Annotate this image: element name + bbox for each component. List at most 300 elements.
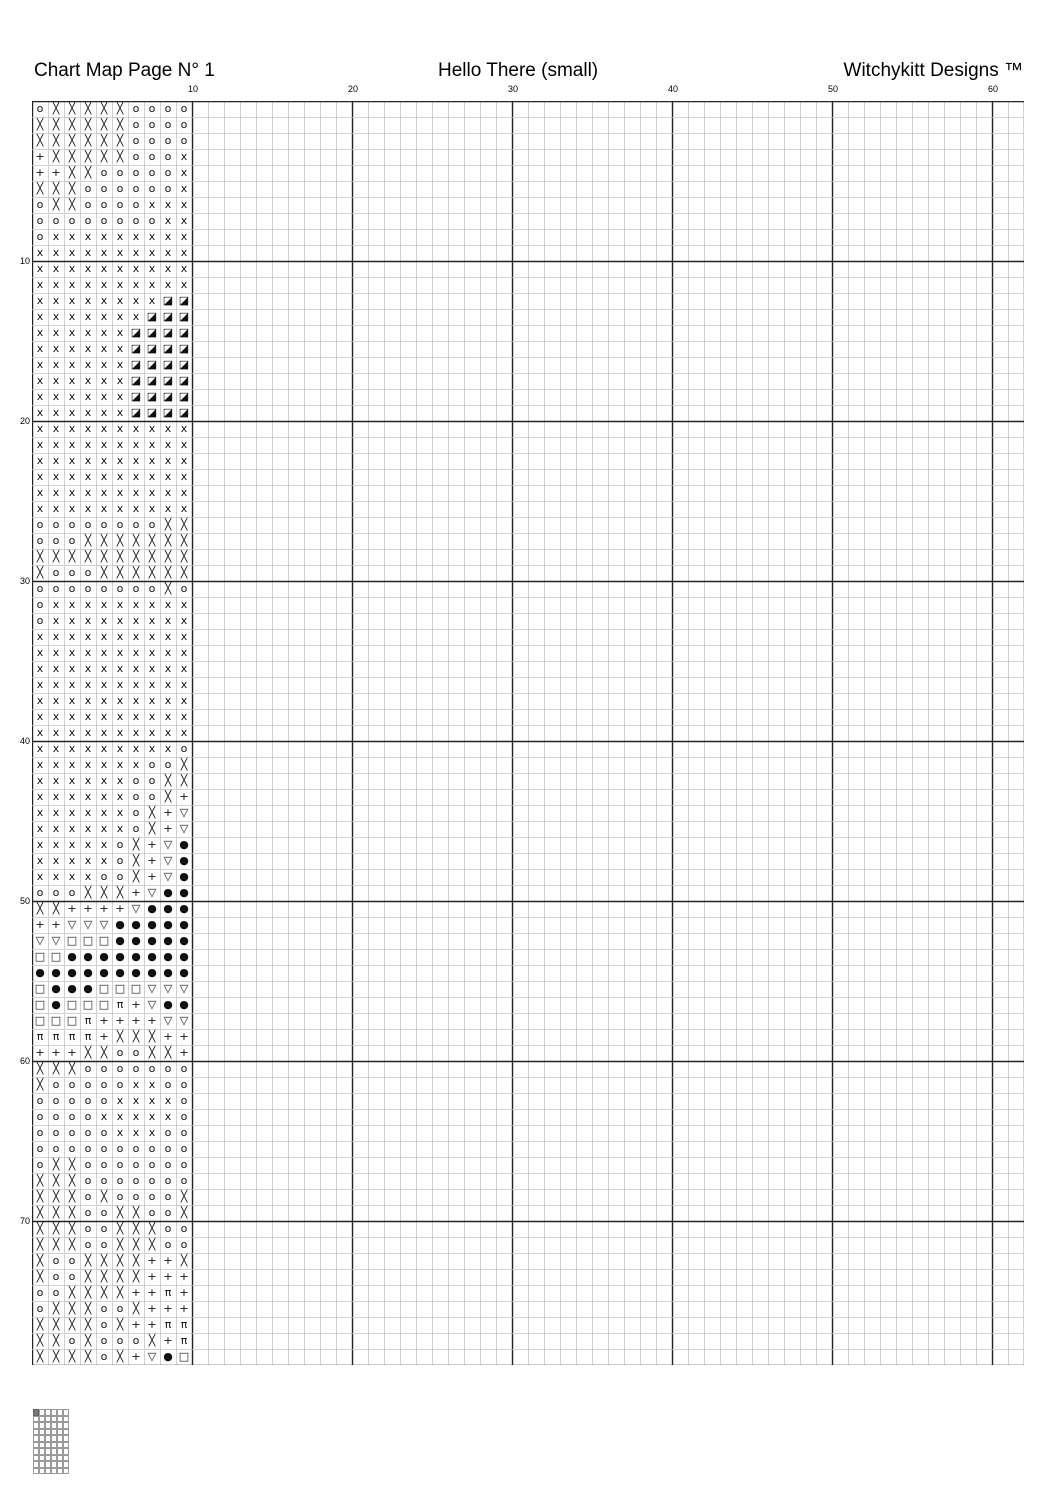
stitch-symbol: x <box>164 262 172 275</box>
stitch-symbol: o <box>36 230 44 243</box>
stitch-symbol: ╳ <box>36 1270 44 1283</box>
stitch-symbol: x <box>148 1094 156 1107</box>
stitch-symbol: o <box>132 1142 140 1155</box>
stitch-symbol: ▽ <box>163 854 173 867</box>
stitch-symbol: o <box>100 1238 108 1251</box>
stitch-symbol: ╳ <box>84 1318 92 1331</box>
stitch-symbol: ▽ <box>163 838 173 851</box>
stitch-symbol: ● <box>83 982 93 995</box>
stitch-symbol: x <box>68 662 76 675</box>
stitch-symbol: x <box>180 694 188 707</box>
stitch-symbol: x <box>148 230 156 243</box>
stitch-symbol: o <box>148 1142 156 1155</box>
stitch-symbol: o <box>180 1126 188 1139</box>
stitch-symbol: o <box>52 1110 60 1123</box>
stitch-symbol: x <box>100 854 108 867</box>
stitch-symbol: ● <box>179 870 189 883</box>
stitch-symbol: + <box>147 854 157 867</box>
stitch-symbol: x <box>36 726 44 739</box>
stitch-symbol: ╳ <box>68 198 76 211</box>
stitch-symbol: o <box>36 1110 44 1123</box>
stitch-symbol: x <box>100 726 108 739</box>
stitch-symbol: x <box>132 662 140 675</box>
stitch-symbol: o <box>52 1142 60 1155</box>
stitch-symbol: ╳ <box>100 118 108 131</box>
stitch-symbol: x <box>116 1110 124 1123</box>
stitch-symbol: o <box>164 1238 172 1251</box>
stitch-symbol: ◪ <box>178 374 190 387</box>
stitch-symbol: o <box>116 198 124 211</box>
stitch-symbol: x <box>36 758 44 771</box>
stitch-symbol: x <box>68 438 76 451</box>
stitch-symbol: o <box>52 1286 60 1299</box>
stitch-symbol: x <box>100 294 108 307</box>
stitch-symbol: ╳ <box>84 1270 92 1283</box>
row-tick: 60 <box>19 1056 30 1066</box>
stitch-symbol: π <box>116 998 124 1011</box>
stitch-symbol: ▽ <box>163 982 173 995</box>
stitch-symbol: ╳ <box>148 1238 156 1251</box>
stitch-symbol: o <box>164 1222 172 1235</box>
stitch-symbol: ╳ <box>116 566 124 579</box>
stitch-symbol: x <box>84 230 92 243</box>
stitch-symbol: x <box>52 774 60 787</box>
stitch-symbol: + <box>163 1270 173 1283</box>
stitch-symbol: ╳ <box>68 1286 76 1299</box>
column-tick: 50 <box>827 84 839 94</box>
stitch-symbol: o <box>148 518 156 531</box>
stitch-symbol: ╳ <box>68 550 76 563</box>
stitch-symbol: ╳ <box>36 566 44 579</box>
stitch-symbol: x <box>148 1078 156 1091</box>
stitch-symbol: ● <box>179 950 189 963</box>
stitch-symbol: ▽ <box>163 1014 173 1027</box>
stitch-symbol: x <box>164 678 172 691</box>
stitch-symbol: x <box>36 454 44 467</box>
stitch-symbol: x <box>116 454 124 467</box>
stitch-symbol: o <box>116 838 124 851</box>
stitch-symbol: o <box>132 150 140 163</box>
stitch-symbol: ╳ <box>68 1206 76 1219</box>
stitch-symbol: π <box>52 1030 60 1043</box>
stitch-symbol: o <box>180 1158 188 1171</box>
stitch-symbol: x <box>36 710 44 723</box>
stitch-symbol: o <box>84 1078 92 1091</box>
stitch-symbol: ╳ <box>116 1238 124 1251</box>
stitch-symbol: o <box>116 1142 124 1155</box>
stitch-symbol: o <box>84 182 92 195</box>
stitch-symbol: ◪ <box>146 358 158 371</box>
stitch-symbol: ╳ <box>132 1030 140 1043</box>
stitch-symbol: o <box>68 1270 76 1283</box>
stitch-symbol: o <box>132 118 140 131</box>
stitch-symbol: o <box>36 1142 44 1155</box>
stitch-symbol: o <box>180 1094 188 1107</box>
stitch-symbol: x <box>180 246 188 259</box>
stitch-symbol: o <box>84 1062 92 1075</box>
stitch-symbol: o <box>148 1158 156 1171</box>
stitch-symbol: + <box>147 838 157 851</box>
stitch-symbol: + <box>83 902 93 915</box>
stitch-symbol: x <box>164 454 172 467</box>
stitch-symbol: □ <box>66 934 78 947</box>
stitch-symbol: o <box>148 582 156 595</box>
stitch-symbol: x <box>180 454 188 467</box>
stitch-symbol: x <box>148 502 156 515</box>
stitch-symbol: ╳ <box>84 534 92 547</box>
stitch-symbol: x <box>116 438 124 451</box>
stitch-symbol: x <box>116 774 124 787</box>
stitch-symbol: x <box>36 806 44 819</box>
stitch-symbol: o <box>148 182 156 195</box>
stitch-symbol: x <box>180 614 188 627</box>
stitch-symbol: ╳ <box>36 1062 44 1075</box>
stitch-symbol: ╳ <box>68 1062 76 1075</box>
stitch-symbol: o <box>148 1206 156 1219</box>
stitch-symbol: ╳ <box>100 134 108 147</box>
stitch-symbol: x <box>52 694 60 707</box>
stitch-symbol: π <box>180 1318 188 1331</box>
stitch-symbol: x <box>84 438 92 451</box>
stitch-symbol: o <box>180 134 188 147</box>
stitch-symbol: ╳ <box>116 886 124 899</box>
stitch-symbol: ▽ <box>35 934 45 947</box>
stitch-symbol: o <box>84 1222 92 1235</box>
stitch-symbol: ╳ <box>68 1238 76 1251</box>
stitch-symbol: π <box>180 1334 188 1347</box>
stitch-symbol: x <box>180 678 188 691</box>
stitch-symbol: ╳ <box>116 1270 124 1283</box>
stitch-symbol: o <box>116 582 124 595</box>
stitch-symbol: o <box>132 582 140 595</box>
stitch-symbol: x <box>148 1110 156 1123</box>
stitch-symbol: x <box>84 822 92 835</box>
stitch-symbol: o <box>132 1158 140 1171</box>
stitch-symbol: o <box>100 198 108 211</box>
stitch-symbol: x <box>36 854 44 867</box>
stitch-symbol: x <box>52 790 60 803</box>
stitch-symbol: o <box>132 518 140 531</box>
stitch-symbol: o <box>116 214 124 227</box>
stitch-symbol: o <box>132 102 140 115</box>
stitch-symbol: x <box>100 790 108 803</box>
stitch-symbol: ◪ <box>146 326 158 339</box>
stitch-symbol: o <box>164 166 172 179</box>
stitch-symbol: o <box>116 1334 124 1347</box>
stitch-symbol: ● <box>179 854 189 867</box>
stitch-symbol: x <box>116 390 124 403</box>
stitch-symbol: x <box>68 758 76 771</box>
stitch-symbol: ◪ <box>146 374 158 387</box>
stitch-symbol: o <box>100 1206 108 1219</box>
stitch-symbol: x <box>52 438 60 451</box>
stitch-symbol: x <box>68 646 76 659</box>
stitch-symbol: x <box>148 278 156 291</box>
stitch-symbol: x <box>132 470 140 483</box>
stitch-symbol: o <box>148 790 156 803</box>
stitch-symbol: o <box>100 1062 108 1075</box>
stitch-symbol: ╳ <box>84 1302 92 1315</box>
stitch-symbol: x <box>132 294 140 307</box>
stitch-symbol: x <box>180 598 188 611</box>
stitch-symbol: ◪ <box>178 390 190 403</box>
stitch-symbol: x <box>100 470 108 483</box>
stitch-symbol: x <box>148 646 156 659</box>
stitch-symbol: x <box>84 598 92 611</box>
column-tick: 10 <box>187 84 199 94</box>
stitch-symbol: ╳ <box>68 1302 76 1315</box>
stitch-symbol: x <box>84 678 92 691</box>
stitch-symbol: x <box>36 662 44 675</box>
stitch-symbol: x <box>164 246 172 259</box>
stitch-symbol: x <box>148 486 156 499</box>
stitch-symbol: x <box>52 486 60 499</box>
stitch-symbol: x <box>68 230 76 243</box>
stitch-symbol: x <box>84 390 92 403</box>
stitch-symbol: x <box>116 310 124 323</box>
stitch-symbol: o <box>164 1206 172 1219</box>
stitch-symbol: x <box>100 598 108 611</box>
stitch-symbol: □ <box>34 1014 46 1027</box>
stitch-symbol: o <box>100 1158 108 1171</box>
stitch-symbol: x <box>84 342 92 355</box>
stitch-symbol: x <box>164 438 172 451</box>
stitch-symbol: o <box>164 134 172 147</box>
stitch-symbol: ╳ <box>84 166 92 179</box>
stitch-symbol: x <box>100 390 108 403</box>
stitch-symbol: o <box>68 1142 76 1155</box>
stitch-symbol: o <box>68 1110 76 1123</box>
stitch-symbol: o <box>180 1142 188 1155</box>
stitch-symbol: + <box>51 166 61 179</box>
stitch-symbol: ╳ <box>100 534 108 547</box>
stitch-symbol: o <box>84 1190 92 1203</box>
stitch-symbol: o <box>36 1158 44 1171</box>
stitch-symbol: ╳ <box>68 150 76 163</box>
stitch-symbol: x <box>180 262 188 275</box>
stitch-symbol: x <box>180 630 188 643</box>
stitch-symbol: o <box>84 1206 92 1219</box>
stitch-symbol: x <box>36 486 44 499</box>
stitch-symbol: x <box>132 1078 140 1091</box>
stitch-symbol: o <box>132 214 140 227</box>
stitch-symbol: + <box>147 1014 157 1027</box>
stitch-symbol: x <box>116 806 124 819</box>
stitch-symbol: x <box>84 326 92 339</box>
stitch-symbol: x <box>68 710 76 723</box>
stitch-symbol: ● <box>83 950 93 963</box>
stitch-symbol: o <box>164 1126 172 1139</box>
stitch-symbol: ╳ <box>164 550 172 563</box>
stitch-symbol: ▽ <box>163 870 173 883</box>
stitch-symbol: □ <box>114 982 126 995</box>
stitch-symbol: x <box>84 726 92 739</box>
stitch-symbol: ╳ <box>52 102 60 115</box>
stitch-symbol: ╳ <box>36 550 44 563</box>
stitch-symbol: o <box>148 1062 156 1075</box>
stitch-symbol: ╳ <box>52 550 60 563</box>
stitch-symbol: o <box>180 1174 188 1187</box>
stitch-symbol: o <box>100 518 108 531</box>
stitch-symbol: ╳ <box>68 134 76 147</box>
stitch-symbol: x <box>68 614 76 627</box>
stitch-symbol: x <box>68 502 76 515</box>
stitch-symbol: ╳ <box>84 102 92 115</box>
stitch-symbol: x <box>84 294 92 307</box>
stitch-symbol: + <box>115 902 125 915</box>
stitch-symbol: o <box>100 1126 108 1139</box>
stitch-symbol: ◪ <box>130 374 142 387</box>
stitch-symbol: ╳ <box>148 822 156 835</box>
stitch-symbol: ╳ <box>132 1206 140 1219</box>
stitch-symbol: x <box>180 662 188 675</box>
stitch-symbol: ╳ <box>100 1254 108 1267</box>
stitch-symbol: o <box>180 118 188 131</box>
stitch-symbol: x <box>116 726 124 739</box>
stitch-symbol: ╳ <box>148 806 156 819</box>
stitch-symbol: ╳ <box>52 1174 60 1187</box>
stitch-symbol: ◪ <box>130 390 142 403</box>
stitch-symbol: x <box>164 726 172 739</box>
stitch-symbol: □ <box>50 950 62 963</box>
stitch-symbol: x <box>68 726 76 739</box>
stitch-symbol: x <box>132 422 140 435</box>
stitch-symbol: ● <box>147 918 157 931</box>
stitch-symbol: ╳ <box>52 1302 60 1315</box>
stitch-symbol: x <box>116 742 124 755</box>
stitch-symbol: ● <box>163 1350 173 1363</box>
stitch-symbol: x <box>100 342 108 355</box>
stitch-symbol: ╳ <box>84 886 92 899</box>
stitch-symbol: ╳ <box>148 1046 156 1059</box>
stitch-symbol: ╳ <box>36 1222 44 1235</box>
stitch-symbol: o <box>180 1078 188 1091</box>
stitch-symbol: ◪ <box>178 326 190 339</box>
stitch-symbol: x <box>116 1094 124 1107</box>
stitch-symbol: π <box>68 1030 76 1043</box>
stitch-symbol: x <box>116 246 124 259</box>
stitch-symbol: x <box>52 838 60 851</box>
stitch-symbol: x <box>84 454 92 467</box>
stitch-symbol: o <box>148 774 156 787</box>
stitch-symbol: □ <box>66 998 78 1011</box>
stitch-symbol: o <box>52 1078 60 1091</box>
stitch-symbol: ╳ <box>116 118 124 131</box>
stitch-symbol: o <box>84 1158 92 1171</box>
stitch-symbol: ╳ <box>148 1030 156 1043</box>
stitch-symbol: + <box>179 1030 189 1043</box>
stitch-symbol: o <box>100 1174 108 1187</box>
stitch-symbol: π <box>164 1286 172 1299</box>
stitch-symbol: o <box>68 582 76 595</box>
stitch-symbol: o <box>148 166 156 179</box>
stitch-symbol: + <box>147 870 157 883</box>
stitch-symbol: x <box>68 694 76 707</box>
stitch-symbol: ◪ <box>162 342 174 355</box>
stitch-symbol: ╳ <box>52 1318 60 1331</box>
stitch-symbol: ▽ <box>147 886 157 899</box>
stitch-symbol: x <box>52 406 60 419</box>
stitch-symbol: x <box>100 230 108 243</box>
stitch-symbol: x <box>100 454 108 467</box>
stitch-symbol: ▽ <box>179 982 189 995</box>
stitch-symbol: x <box>132 710 140 723</box>
stitch-symbol: ╳ <box>100 886 108 899</box>
stitch-symbol: x <box>84 758 92 771</box>
stitch-symbol: x <box>52 758 60 771</box>
stitch-symbol: x <box>148 454 156 467</box>
stitch-symbol: ╳ <box>116 134 124 147</box>
stitch-symbol: x <box>68 390 76 403</box>
stitch-symbol: x <box>84 662 92 675</box>
stitch-symbol: ╳ <box>100 1270 108 1283</box>
stitch-symbol: o <box>100 870 108 883</box>
stitch-symbol: ● <box>163 934 173 947</box>
stitch-symbol: x <box>164 198 172 211</box>
stitch-symbol: ╳ <box>84 118 92 131</box>
stitch-symbol: x <box>132 502 140 515</box>
stitch-symbol: o <box>132 1062 140 1075</box>
stitch-symbol: x <box>84 486 92 499</box>
stitch-symbol: o <box>68 566 76 579</box>
stitch-symbol: x <box>116 326 124 339</box>
stitch-symbol: ╳ <box>52 1062 60 1075</box>
stitch-symbol: x <box>164 214 172 227</box>
stitch-symbol: ╳ <box>116 1030 124 1043</box>
row-number-ruler <box>0 0 32 1500</box>
stitch-symbol: + <box>99 1014 109 1027</box>
stitch-symbol: ╳ <box>52 182 60 195</box>
stitch-symbol: o <box>52 566 60 579</box>
stitch-symbol: o <box>180 1110 188 1123</box>
stitch-symbol: ╳ <box>84 550 92 563</box>
stitch-symbol: ╳ <box>84 1350 92 1363</box>
stitch-symbol: ╳ <box>132 1254 140 1267</box>
stitch-symbol: o <box>164 182 172 195</box>
stitch-symbol: x <box>52 294 60 307</box>
stitch-symbol: x <box>148 262 156 275</box>
stitch-symbol: + <box>147 1270 157 1283</box>
stitch-symbol: ╳ <box>36 118 44 131</box>
stitch-symbol: x <box>116 710 124 723</box>
stitch-symbol: + <box>131 1350 141 1363</box>
stitch-symbol: ● <box>147 966 157 979</box>
stitch-symbol: x <box>148 246 156 259</box>
stitch-symbol: ● <box>163 998 173 1011</box>
stitch-symbol: + <box>163 1334 173 1347</box>
stitch-symbol: o <box>100 166 108 179</box>
stitch-symbol: x <box>148 710 156 723</box>
stitch-symbol: x <box>180 278 188 291</box>
stitch-symbol: o <box>180 1222 188 1235</box>
stitch-symbol: x <box>36 406 44 419</box>
stitch-symbol: x <box>84 806 92 819</box>
stitch-symbol: o <box>100 582 108 595</box>
stitch-symbol: ╳ <box>52 1190 60 1203</box>
stitch-symbol: ╳ <box>84 150 92 163</box>
stitch-symbol: ● <box>163 966 173 979</box>
stitch-symbol: o <box>84 198 92 211</box>
stitch-symbol: x <box>36 678 44 691</box>
stitch-symbol: x <box>116 422 124 435</box>
stitch-symbol: x <box>100 374 108 387</box>
stitch-symbol: □ <box>34 982 46 995</box>
stitch-symbol: ╳ <box>148 1222 156 1235</box>
stitch-symbol: x <box>180 166 188 179</box>
stitch-symbol: x <box>52 822 60 835</box>
stitch-symbol: x <box>100 326 108 339</box>
stitch-symbol: x <box>84 406 92 419</box>
